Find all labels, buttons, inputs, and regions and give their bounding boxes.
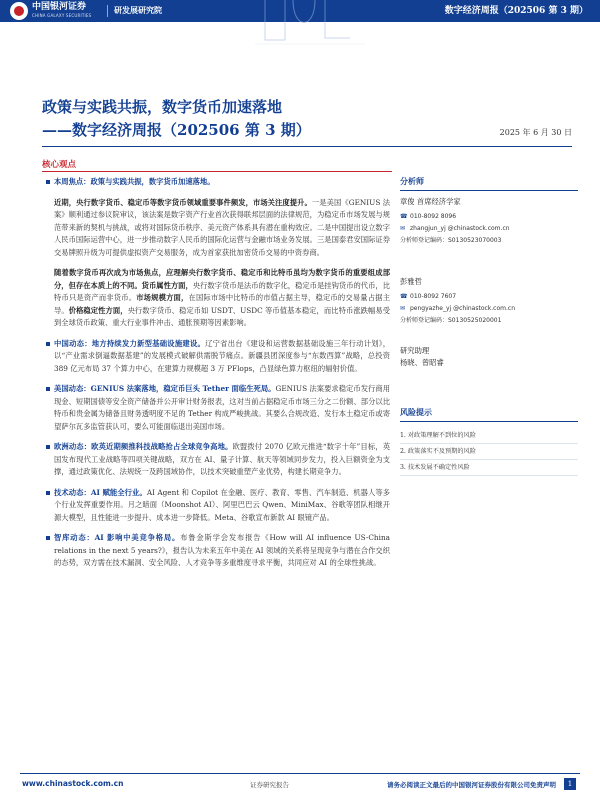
comparison-paragraph (54, 267, 390, 330)
china-paragraph (46, 338, 390, 376)
analyst-2-email[interactable]: pengyazhe_yj @chinastock.com.cn (410, 305, 516, 312)
us-heading: 美国动态：GENIUS 法案落地，稳定币巨头 Tether 面临生死局。 (54, 384, 276, 393)
analyst-1-name: 章俊 首席经济学家 (400, 197, 461, 206)
china-heading: 中国动态：地方持续发力新型基础设施建设。 (54, 338, 206, 348)
risk-heading: 风险提示 (400, 407, 578, 422)
bullet-icon (46, 180, 50, 184)
analyst-2-cert: 分析师登记编码：S0130525020001 (400, 317, 502, 324)
us-body: GENIUS 法案要求稳定币发行商用现金、短期国债等安全资产储备并公开审计财务报表，这对当前占据稳定币市场三分之二份额、部分以比特币和贵金属为储备且财务透明度不足的 Tether 构成严峻挑战。其要么合规改造、发行本土稳定币或寄望萨尔瓦多监管获认可，要么可能面临退出美国市场。 (54, 384, 390, 431)
risk-item: 3. 技术发展不确定性风险 (400, 460, 578, 476)
galaxy-logo-icon (10, 2, 28, 20)
phone-icon: ☎ (400, 293, 408, 300)
bullet-icon (46, 491, 50, 495)
sidebar (400, 176, 578, 476)
analyst-1-phone: 010-8092 8096 (410, 213, 457, 220)
europe-body: 欧盟拨付 2070 亿欧元推进“数字十年”目标，英国发布现代工业战略等四项关键战略，双方在 AI、量子计算、航天等领域同步发力，投入巨额资金为支撑，通过政策优化、法规统一及跨国域协作，以技术突破重塑产业优势，构建长期竞争力。 (54, 442, 390, 476)
analyst-2-phone: 010-8092 7607 (410, 293, 457, 300)
analyst-heading: 分析师 (400, 176, 578, 191)
main-content (54, 176, 390, 578)
core-views-divider (42, 171, 392, 172)
research-assistant-names: 杨晓、曾昭睿 (400, 358, 444, 367)
brand-name: 中国银河证券 (32, 2, 87, 12)
us-paragraph (46, 383, 390, 433)
title-divider (42, 146, 572, 147)
report-subtitle: ——数字经济周报（202506 第 3 期） (42, 121, 311, 139)
focus-paragraph (46, 176, 390, 189)
report-date: 2025 年 6 月 30 日 (499, 128, 572, 137)
header-decoration-icon (255, 0, 365, 50)
analyst-1-phone-row (400, 211, 578, 223)
risk-item: 2. 政策落实不及预期的风险 (400, 444, 578, 460)
bullet-icon (46, 536, 50, 540)
analyst-2-name: 彭雅哲 (400, 277, 422, 286)
email-icon: ✉ (400, 225, 406, 232)
bullet-icon (46, 387, 50, 391)
analyst-2-email-row (400, 303, 578, 315)
thinktank-body: 布鲁金斯学会发布报告《How will AI influence US-China relations in the next 5 years?》，报告认为未来五年中美在 AI 领域的关系将呈现竞争与潜在合作交织的态势，双方需在技术漏洞、安全风险、人才竞争等多重维度寻求平衡，共同应对 AI 的全球性挑战。 (54, 533, 390, 567)
header-divider (107, 5, 108, 17)
thinktank-heading: 智库动态：AI 影响中美竞争格局。 (54, 533, 181, 542)
europe-heading: 欧洲动态：欧英近期频推科技战略抢占全球竞争高地。 (54, 442, 233, 451)
brand-name-en: CHINA GALAXY SECURITIES (32, 13, 92, 18)
footer-divider (20, 773, 580, 774)
analyst-1-email[interactable]: zhangjun_yj @chinastock.com.cn (410, 225, 510, 232)
tech-heading: 技术动态：AI 赋能全行业。 (54, 487, 147, 497)
currency-attribute-label: 货币属性方面， (141, 280, 193, 290)
currency-attribute-text: 央行数字货币是法币的数字化，稳定币是挂钩货币的代币，比特币只是资产而非货币。 (54, 280, 391, 302)
phone-icon: ☎ (400, 213, 408, 220)
focus-heading: 本周焦点：政策与实践共振，数字货币加速落地。 (54, 177, 215, 186)
events-paragraph (54, 197, 390, 260)
report-series-title: 数字经济周报（202506 第 3 期） (444, 6, 588, 16)
thinktank-paragraph (46, 532, 390, 570)
footer-disclaimer: 请务必阅读正文最后的中国银河证券股份有限公司免责声明 (387, 781, 556, 789)
research-assistant-heading: 研究助理 (400, 346, 430, 355)
core-views-label: 核心观点 (42, 160, 77, 170)
department-name: 研发展研究院 (114, 6, 162, 15)
email-icon: ✉ (400, 305, 406, 312)
comparison-lead: 随着数字货币再次成为市场焦点，应理解央行数字货币、稳定币和比特币虽均为数字货币的重要组成部分，但存在本质上的不同。 (54, 268, 390, 290)
events-lead: 近期，央行数字货币、稳定币等数字货币领域重要事件频发，市场关注度提升。 (54, 197, 312, 207)
bullet-icon (46, 445, 50, 449)
header-bar (0, 0, 600, 22)
analyst-1-email-row (400, 223, 578, 235)
tech-paragraph (46, 487, 390, 525)
tech-body: AI Agent 和 Copilot 在金融、医疗、教育、零售、汽车制造、机器人等多个行业发挥重要作用。月之暗面（Moonshot AI）、阿里巴巴云 Qwen、MiniMax、谷歌等团队相继开源大模型，且性能进一步提升、成本进一步降低。Meta、谷歌宣布新款 AI 眼镜产品。 (54, 487, 390, 522)
page-number: 1 (564, 778, 576, 790)
events-body: 一是美国《GENIUS 法案》顺利通过参议院审议，该法案是数字资产行业首次获得联邦层面的法律规范，为稳定币市场发展与规范带来新的契机与挑战，或将对国际货币秩序、美元资产体系具有潜在重构效应。二是中国提出设立数字人民币国际运营中心，进一步推动数字人民币的国际化运营与金融市场业务发展。三是国泰君安国际证券交易牌照升级为可提供虚拟资产交易服务，成为首家获批加密货币交易的中资券商。 (54, 197, 391, 257)
footer-website-link[interactable]: www.chinastock.com.cn (22, 779, 124, 788)
market-size-label: 市场规模方面， (136, 293, 189, 302)
price-stability-label: 价格稳定性方面， (68, 305, 128, 315)
market-size-text: 在国际市场中比特币的市值占据主导，稳定币的交易量占据主导。 (54, 293, 391, 315)
bullet-icon (46, 342, 50, 346)
price-stability-text: 央行数字货币、稳定币如 USDT、USDC 等币值基本稳定，而比特币涨跌幅易受到全球货币政策、重大行业事件冲击、通胀预期等因素影响。 (54, 305, 391, 327)
footer-report-type: 证券研究报告 (250, 781, 289, 789)
analyst-1-cert: 分析师登记编码：S0130523070003 (400, 237, 502, 244)
europe-paragraph (46, 441, 390, 479)
china-body: 辽宁省出台《建设和运营数据基础设施三年行动计划》，以“产业需求倒逼数据基建”的发展模式破解供需脱节痛点。新疆县团深度参与“东数西算”战略，总投资 389 亿元布局 37 个算力中心，在建算力规模超 3 万 PFlops，凸显绿色算力枢纽的辐射价值。 (54, 338, 391, 373)
analyst-2-phone-row (400, 291, 578, 303)
report-title: 政策与实践共振，数字货币加速落地 (42, 98, 283, 116)
risk-item: 1. 对政策理解不到位的风险 (400, 428, 578, 444)
